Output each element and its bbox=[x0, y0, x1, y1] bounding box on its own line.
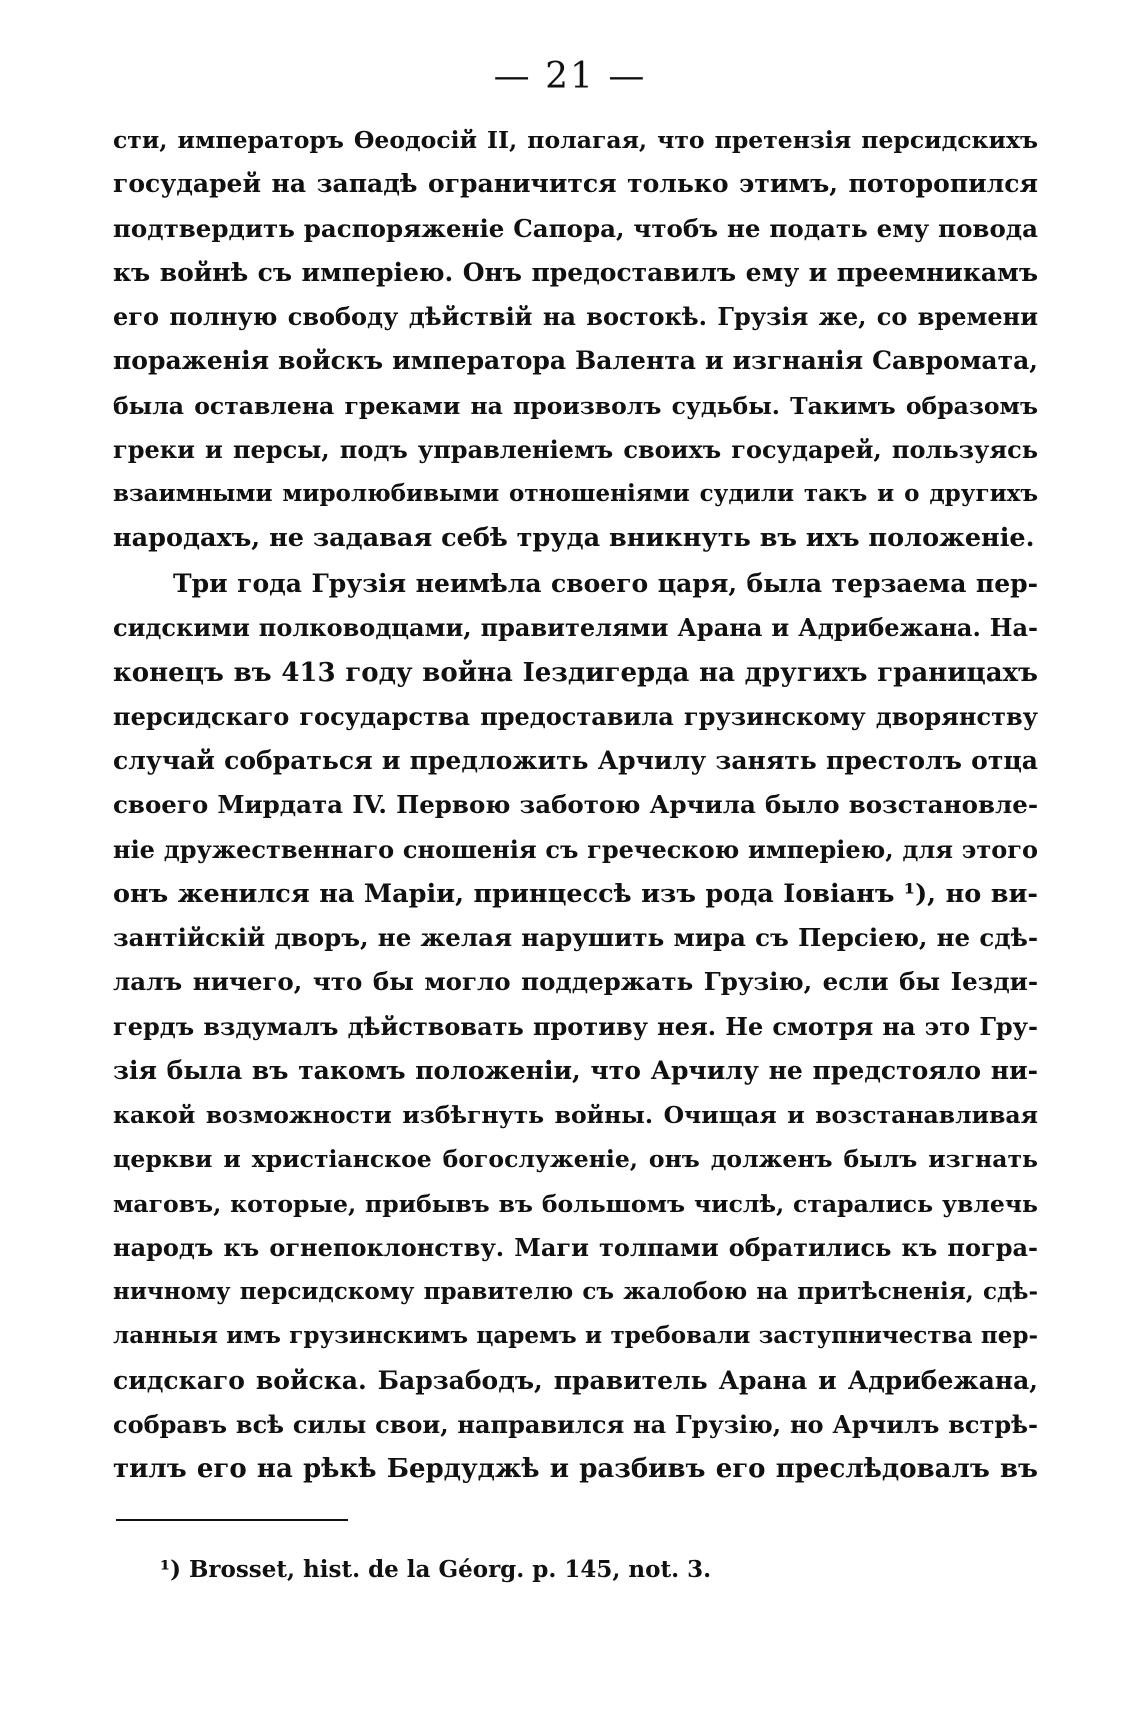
text-line: лалъ ничего, что бы могло поддержать Грузію, если бы Іезди- bbox=[113, 967, 1038, 997]
text-line: сти, императоръ Өеодосій II, полагая, что претензія персидскихъ bbox=[113, 126, 1038, 154]
text-line: маговъ, которые, прибывъ въ большомъ числѣ, старались увлечь bbox=[113, 1189, 1038, 1218]
text-line: ланныя имъ грузинскимъ царемъ и требовали заступничества пер- bbox=[113, 1322, 1038, 1350]
footnote-divider bbox=[116, 1519, 348, 1521]
text-line: случай собраться и предложить Арчилу занять престолъ отца bbox=[113, 746, 1038, 775]
paragraph-2 bbox=[113, 562, 1038, 1491]
text-line: конецъ въ 413 году война Іездигерда на другихъ границахъ bbox=[113, 657, 1038, 688]
text-line: къ войнѣ съ имперіею. Онъ предоставилъ ему и преемникамъ bbox=[113, 257, 1038, 287]
footnote: ¹) Brosset, hist. de la Géorg. p. 145, not. 3. bbox=[160, 1556, 712, 1583]
text-line: пораженія войскъ императора Валента и изгнанія Савромата, bbox=[113, 346, 1038, 376]
text-line: собравъ всѣ силы свои, направился на Грузію, но Арчилъ встрѣ- bbox=[113, 1409, 1038, 1439]
text-line: подтвердить распоряженіе Сапора, чтобъ не подать ему повода bbox=[113, 213, 1038, 243]
page-number: — 21 — bbox=[493, 56, 647, 97]
text-line: гердъ вздумалъ дѣйствовать противу нея. Не смотря на это Гру- bbox=[113, 1011, 1038, 1041]
text-line: народъ къ огнепоклонству. Маги толпами обратились къ погра- bbox=[113, 1232, 1038, 1262]
text-line: народахъ, не задавая себѣ труда вникнуть въ ихъ положеніе. bbox=[113, 523, 1035, 554]
text-line: греки и персы, подъ управленіемъ своихъ государей, пользуясь bbox=[113, 434, 1038, 464]
text-line: церкви и христіанское богослуженіе, онъ долженъ былъ изгнать bbox=[113, 1145, 1038, 1174]
text-line: какой возможности избѣгнуть войны. Очищая и возстанавливая bbox=[113, 1101, 1038, 1129]
text-line: сидскаго войска. Барзабодъ, правитель Арана и Адрибежана, bbox=[113, 1365, 1038, 1395]
text-line: зія была въ такомъ положеніи, что Арчилу не предстояло ни- bbox=[113, 1055, 1038, 1085]
text-line: Три года Грузія неимѣла своего царя, была терзаема пер- bbox=[173, 569, 1038, 598]
text-line: своего Мирдата IV. Первою заботою Арчила было возстановле- bbox=[113, 790, 1038, 820]
text-line: была оставлена греками на произволъ судьбы. Такимъ образомъ bbox=[113, 391, 1038, 420]
paragraph-1 bbox=[113, 118, 1038, 561]
text-line: персидскаго государства предоставила грузинскому дворянству bbox=[113, 701, 1038, 731]
text-line: взаимными миролюбивыми отношеніями судили такъ и о другихъ bbox=[113, 480, 1038, 507]
text-line: онъ женился на Маріи, принцессѣ изъ рода Іовіанъ ¹), но ви- bbox=[113, 878, 1038, 909]
text-line: государей на западѣ ограничится только этимъ, поторопился bbox=[113, 169, 1038, 199]
text-line: тилъ его на рѣкѣ Бердуджѣ и разбивъ его преслѣдовалъ въ bbox=[113, 1454, 1038, 1484]
text-line: зантійскій дворъ, не желая нарушить мира съ Персіею, не сдѣ- bbox=[113, 923, 1038, 952]
text-line: ничному персидскому правителю съ жалобою на притѣсненія, сдѣ- bbox=[113, 1278, 1038, 1305]
text-line: сидскими полководцами, правителями Арана и Адрибежана. На- bbox=[113, 613, 1038, 643]
text-line: его полную свободу дѣйствій на востокѣ. Грузія же, со времени bbox=[113, 302, 1038, 331]
text-line: ніе дружественнаго сношенія съ греческою имперіею, для этого bbox=[113, 834, 1038, 864]
